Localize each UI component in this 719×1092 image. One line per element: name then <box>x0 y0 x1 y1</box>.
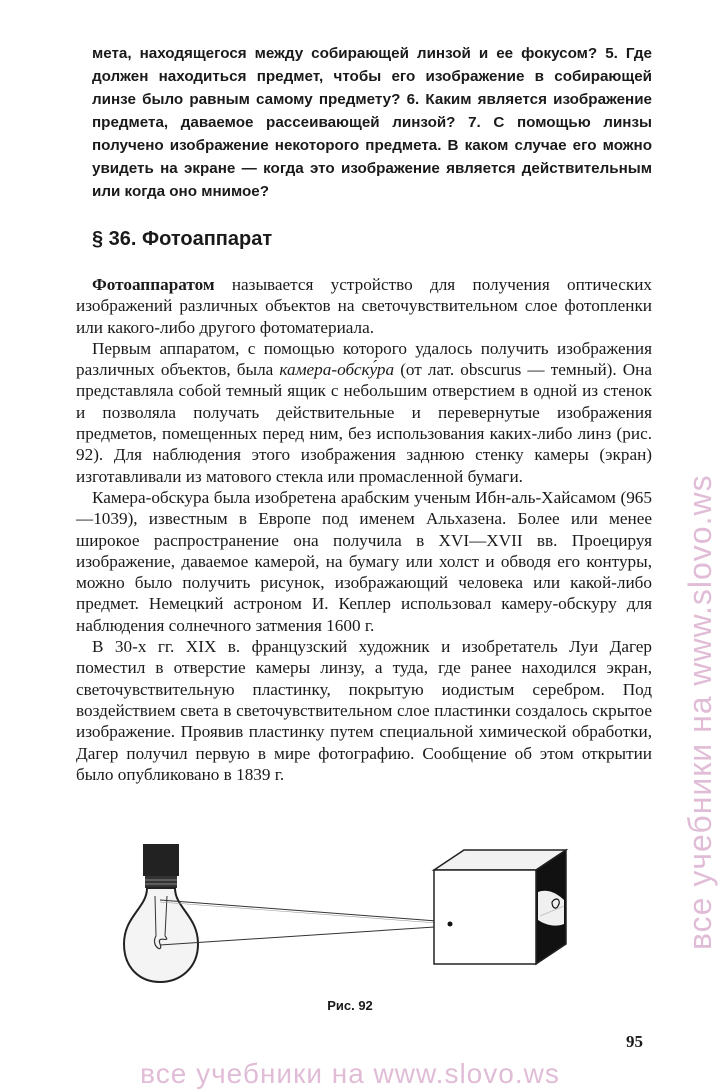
camera-obscura-description: (от лат. obscurus — темный). Она представляла собой темный ящик с небольшим отверстием в одной из стенок и позволяла получать действительные и перевернутые изображения предметов, помещенных перед ним, без использования каких-либо линз (рис. 92). Для наблюдения этого изображения заднюю стенку камеры (экран) изготавливали из матового стекла или промасленной бумаги. <box>76 360 653 486</box>
camera-obscura-intro: Первым аппаратом, с помощью которого удалось получить изображения различных объектов, была <box>76 338 652 380</box>
term-photoapparat: Фотоаппаратом <box>92 275 215 294</box>
paragraph-history: Камера-обскура была изобретена арабским ученым Ибн-аль-Хайсамом (965—1039), известным в Европе под именем Альхазена. Более или менее широкое распространение она получила в XVI—XVII вв. Проецируя изображение, даваемое камерой, на бумагу или холст и обводя его контуры, можно было получить рисунок, изображающий человека или какой-либо предмет. Немецкий астроном И. Кеплер использовал камеру-обскуру для наблюдения солнечного затмения 1600 г. <box>76 487 652 635</box>
watermark-side: все учебники на www.slovo.ws <box>682 474 718 950</box>
page-number: 95 <box>626 1032 643 1051</box>
camera-obscura-figure <box>120 840 580 990</box>
section-body <box>76 274 652 785</box>
section-heading: § 36. Фотоаппарат <box>92 228 273 250</box>
light-rays <box>160 900 450 945</box>
definition-text: называется устройство для получения оптических изображений различных объектов на светочувствительном слое фотопленки или какого-либо другого фотоматериала. <box>76 275 652 337</box>
paragraph-definition <box>76 274 652 338</box>
paragraph-daguerre: В 30-х гг. XIX в. французский художник и изобретатель Луи Дагер поместил в отверстие камеры линзу, а туда, где ранее находился экран, светочувствительную пластинку, покрытую иодистым серебром. Под воздействием света в светочувствительном слое пластинки создалось скрытое изображение. Проявив пластинку путем специальной химической обработки, Дагер получил первую в мире фотографию. Сообщение об этом открытии было опубликовано в 1839 г. <box>76 637 652 784</box>
camera-box-illustration <box>434 850 566 964</box>
light-bulb-illustration <box>124 844 198 982</box>
previous-section-questions: мета, находящегося между собирающей линзой и ее фокусом? 5. Где должен находиться предмет, чтобы его изображение в собирающей линзе было равным самому предмету? 6. Каким является изображение предмета, даваемое рассеивающей линзой? 7. С помощью линзы получено изображение некоторого предмета. В каком случае его можно увидеть на экране — когда это изображение является действительным или когда оно мнимое? <box>92 45 652 200</box>
figure-caption: Рис. 92 <box>327 998 373 1013</box>
term-camera-obscura: камера-обску́ра <box>279 360 395 380</box>
paragraph-camera-obscura <box>76 338 652 487</box>
watermark-bottom: все учебники на www.slovo.ws <box>140 1058 560 1089</box>
